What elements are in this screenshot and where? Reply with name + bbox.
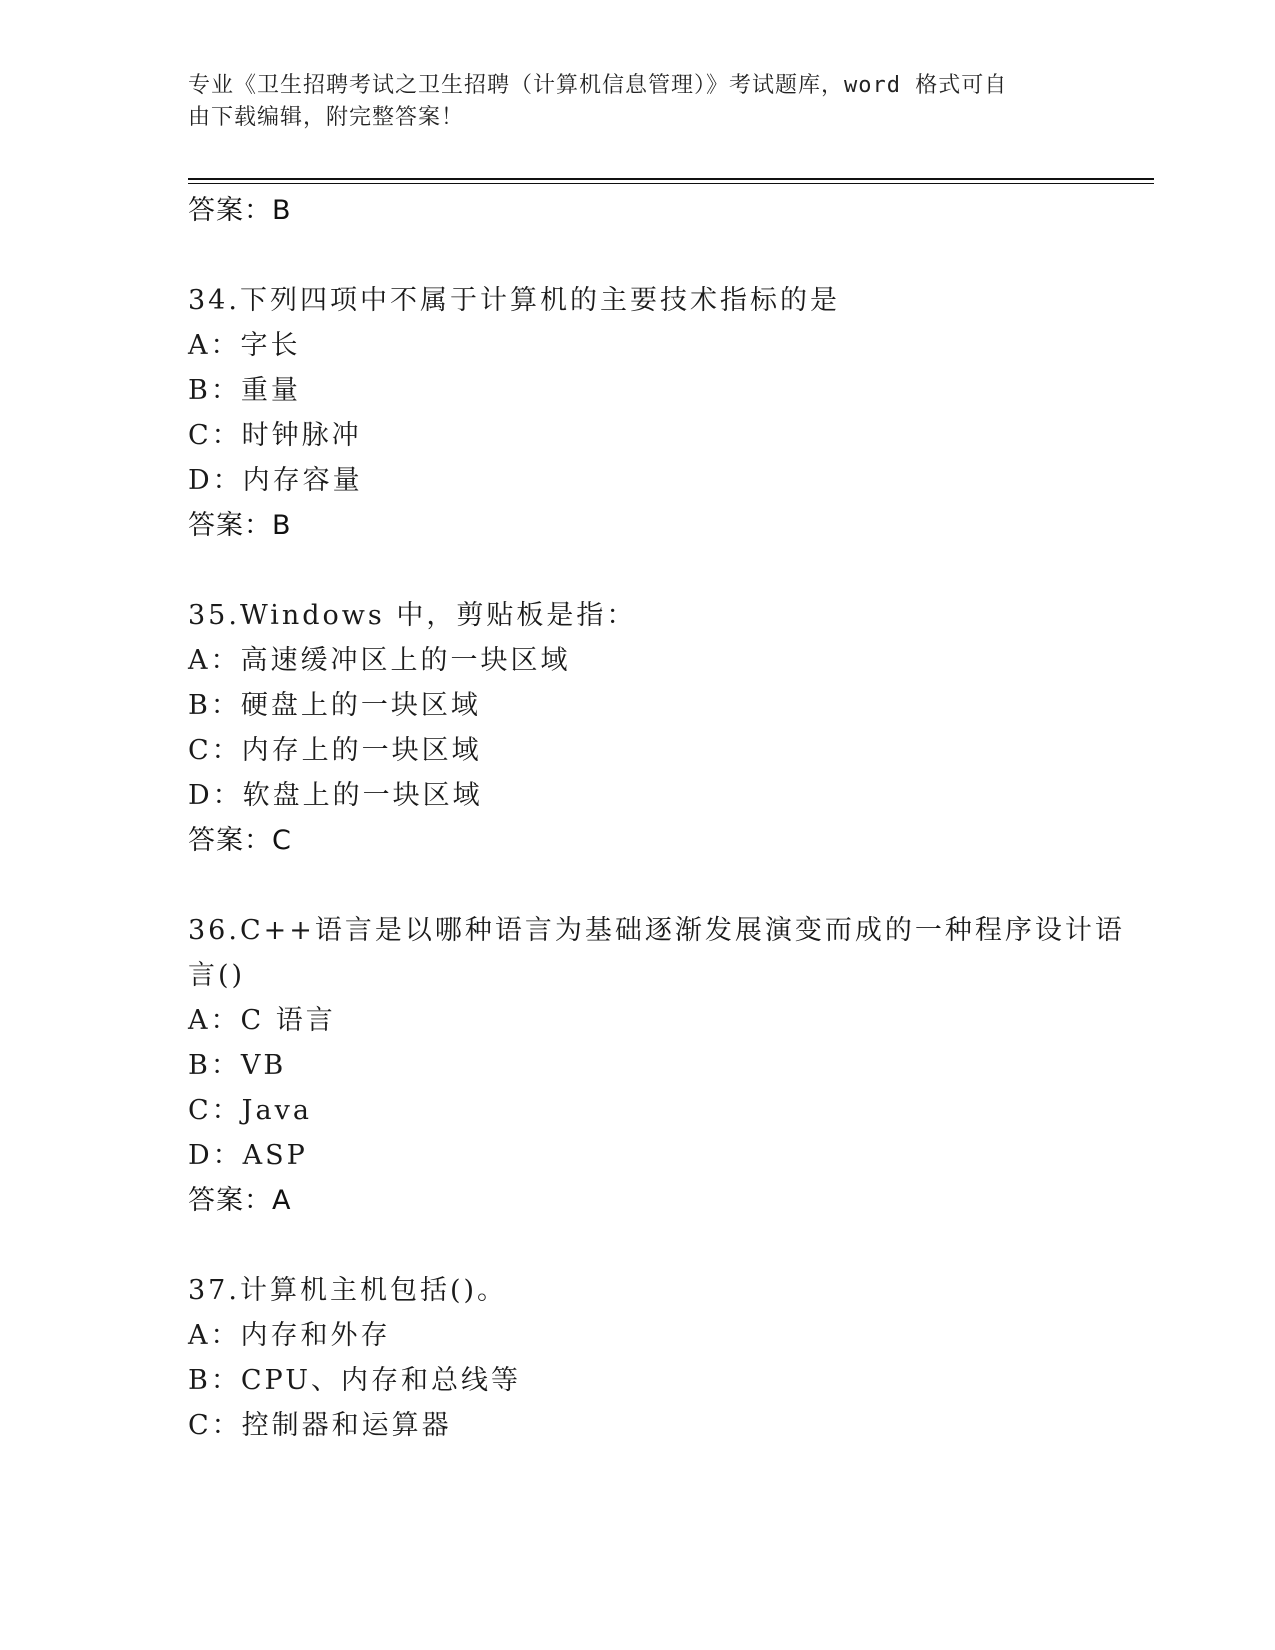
question-35 (188, 593, 1088, 864)
question-37 (188, 1268, 1088, 1448)
spacer (188, 549, 1088, 593)
option-c: C：控制器和运算器 (188, 1410, 452, 1441)
question-text-continued: 言() (188, 960, 246, 991)
header-divider (188, 178, 1154, 180)
question-text: 35.Windows 中，剪贴板是指： (188, 600, 637, 631)
option-b: B：CPU、内存和总线等 (188, 1365, 521, 1396)
option-c: C：Java (188, 1095, 312, 1126)
option-a: A：C 语言 (188, 1005, 336, 1036)
option-d: D：ASP (188, 1140, 308, 1171)
answer: 答案：A (188, 1185, 292, 1216)
option-a: A：内存和外存 (188, 1320, 391, 1351)
option-a: A：高速缓冲区上的一块区域 (188, 645, 571, 676)
header-line-1: 专业《卫生招聘考试之卫生招聘（计算机信息管理）》考试题库，word 格式可自 (188, 73, 1008, 98)
page-header (188, 70, 1068, 134)
header-divider-thin (188, 183, 1154, 184)
option-c: C：时钟脉冲 (188, 420, 362, 451)
previous-answer: 答案：B (188, 195, 292, 226)
answer: 答案：B (188, 510, 292, 541)
spacer (188, 864, 1088, 908)
question-34 (188, 278, 1088, 549)
option-d: D：软盘上的一块区域 (188, 780, 483, 811)
option-c: C：内存上的一块区域 (188, 735, 482, 766)
option-b: B：硬盘上的一块区域 (188, 690, 481, 721)
option-a: A：字长 (188, 330, 301, 361)
option-b: B：重量 (188, 375, 301, 406)
answer: 答案：C (188, 825, 292, 856)
option-d: D：内存容量 (188, 465, 363, 496)
question-text: 36.C++语言是以哪种语言为基础逐渐发展演变而成的一种程序设计语 (188, 915, 1125, 946)
question-text: 34.下列四项中不属于计算机的主要技术指标的是 (188, 285, 840, 316)
spacer (188, 1224, 1088, 1268)
question-text: 37.计算机主机包括()。 (188, 1275, 508, 1306)
header-line-2: 由下载编辑，附完整答案！ (188, 105, 465, 130)
question-36 (188, 908, 1125, 1224)
option-b: B：VB (188, 1050, 287, 1081)
question-list (188, 188, 1125, 1448)
spacer (188, 234, 1088, 278)
